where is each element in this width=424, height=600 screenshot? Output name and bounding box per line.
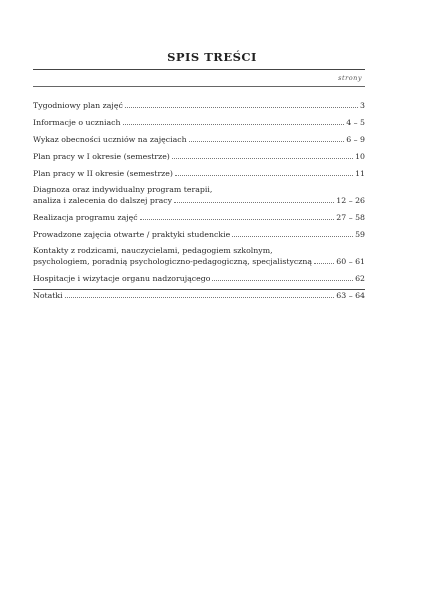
top-rule [33,69,365,70]
header-rule [33,86,365,87]
leader-dots [212,273,353,281]
toc-entry-page: 6 – 9 [346,135,365,144]
leader-dots [314,256,334,264]
toc-entry [33,151,365,162]
toc-entry-page: 10 [355,152,365,161]
toc-entry [33,100,365,111]
table-of-contents [33,100,365,301]
leader-dots [189,134,345,142]
toc-entry-title: Kontakty z rodzicami, nauczycielami, pedagogiem szkolnym, [33,246,273,255]
toc-entry-title: Prowadzone zajęcia otwarte / praktyki studenckie [33,230,231,239]
toc-entry-title: Plan pracy w II okresie (semestrze) [33,169,173,178]
toc-entry [33,117,365,128]
toc-entry [33,290,365,301]
toc-entry-title: Diagnoza oraz indywidualny program terapii, [33,185,213,194]
toc-entry [33,212,365,223]
toc-entry [33,246,365,267]
toc-entry-page: 12 – 26 [336,196,365,205]
toc-entry-title: Informacje o uczniach [33,118,121,127]
toc-entry-page: 3 [360,101,365,110]
toc-entry-title: Hospitacje i wizytacje organu nadzorującego [33,274,211,283]
leader-dots [172,151,353,159]
toc-entry-page: 4 – 5 [346,118,365,127]
toc-entry-page: 63 – 64 [336,291,365,300]
toc-entry-title: Notatki [33,291,63,300]
pages-column-label: strony [338,74,362,82]
toc-entry-page: 27 – 58 [336,213,365,222]
toc-entry-page: 59 [355,230,365,239]
toc-entry [33,168,365,179]
leader-dots [175,168,353,176]
leader-dots [125,100,358,108]
toc-entry [33,273,365,284]
leader-dots [174,195,334,203]
toc-entry [33,229,365,240]
toc-entry [33,185,365,206]
toc-entry-title: Tygodniowy plan zajęć [33,101,123,110]
leader-dots [232,229,353,237]
toc-entry-title-continued: psychologiem, poradnią psychologiczno-pedagogiczną, specjalistyczną [33,257,313,266]
leader-dots [65,290,335,298]
toc-entry-page: 62 [355,274,365,283]
toc-entry [33,134,365,145]
page-title: SPIS TREŚCI [167,50,257,64]
toc-entry-page: 60 – 61 [336,257,365,266]
toc-entry-title: Realizacja programu zajęć [33,213,138,222]
leader-dots [140,212,335,220]
toc-entry-title: Plan pracy w I okresie (semestrze) [33,152,170,161]
toc-entry-title-continued: analiza i zalecenia do dalszej pracy [33,196,173,205]
bottom-rule [33,289,365,290]
toc-entry-page: 11 [355,169,365,178]
leader-dots [123,117,345,125]
toc-entry-title: Wykaz obecności uczniów na zajęciach [33,135,187,144]
